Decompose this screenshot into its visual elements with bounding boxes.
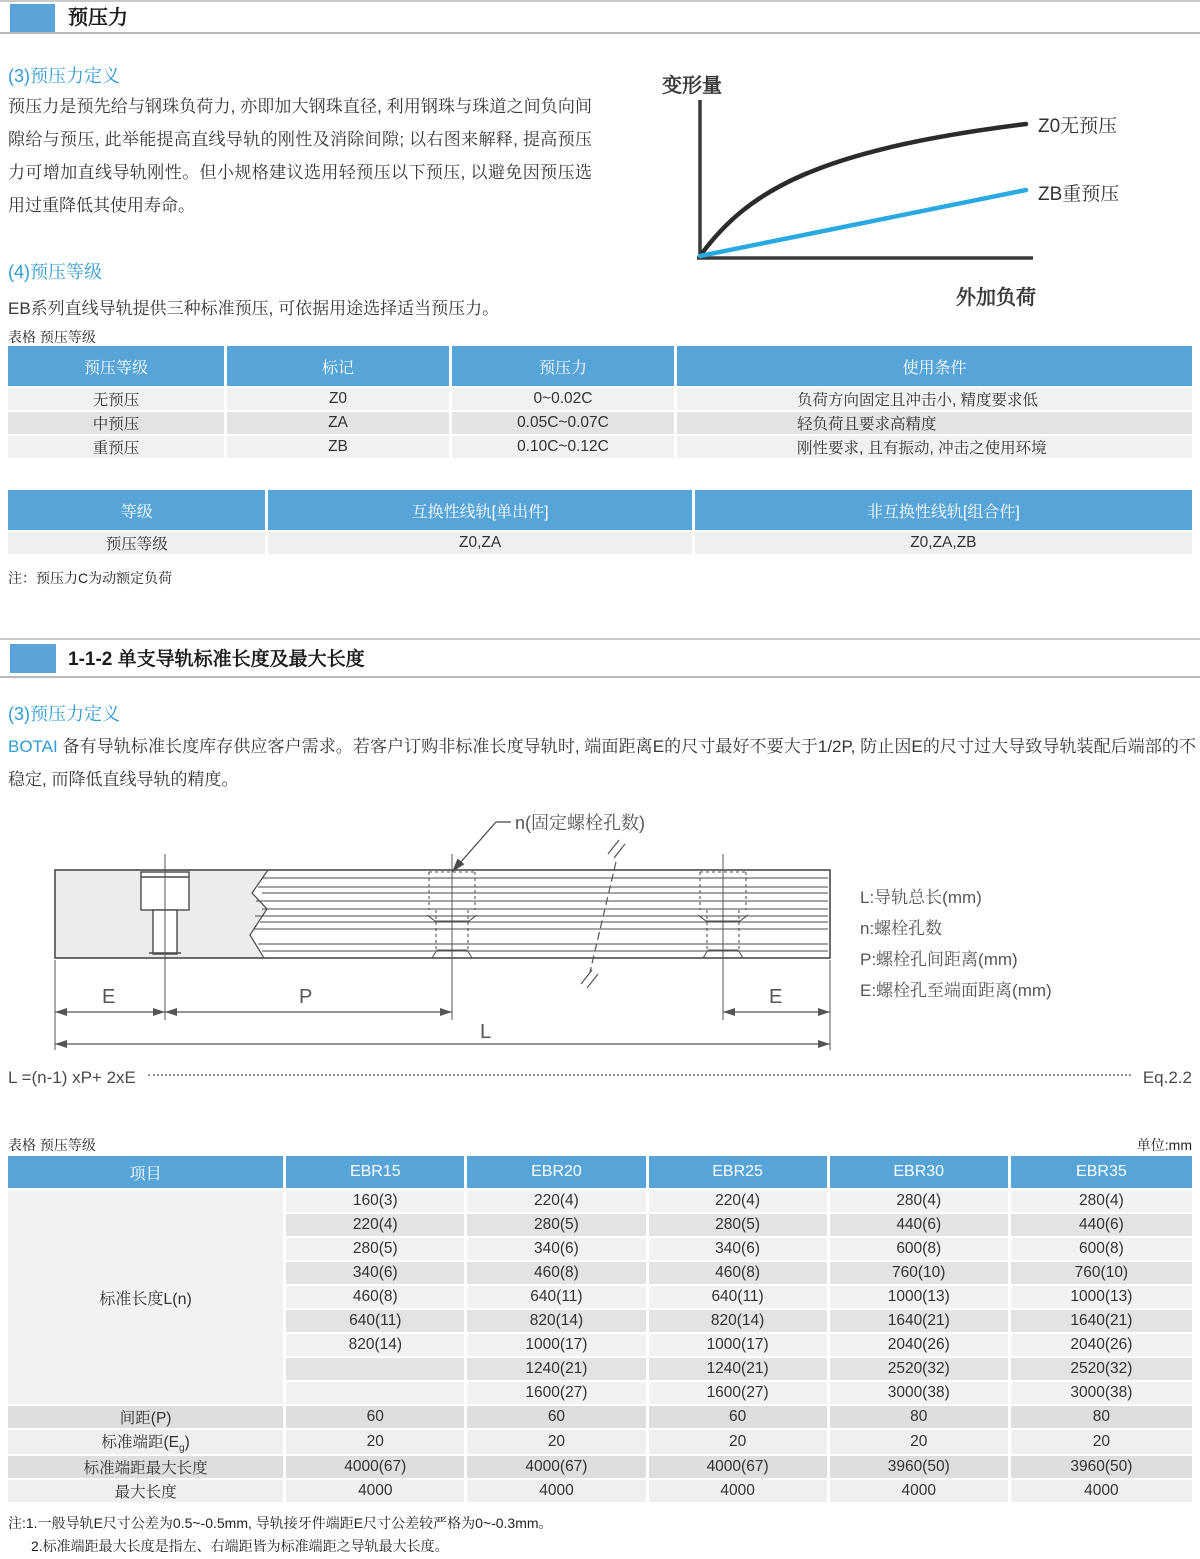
cell: 20 [1011,1430,1192,1456]
cell: 3960(50) [1011,1456,1192,1480]
blue-accent-box [10,644,56,673]
standard-length-table [8,1156,1192,1504]
row-label-cell [8,1430,286,1456]
cell: 460(8) [286,1286,467,1310]
cell: 280(4) [1011,1190,1192,1214]
legend-item: P:螺栓孔间距离(mm) [860,950,1018,969]
cell: 4000 [467,1480,648,1504]
cell: 1000(13) [830,1286,1011,1310]
equation-number: Eq.2.2 [1142,1068,1192,1087]
paragraph-preload-definition: 预压力是预先给与钢珠负荷力, 亦即加大钢珠直径, 利用钢珠与珠道之间负向间隙给与预压, 此举能提高直线导轨的刚性及消除间隙; 以右图来解释, 提高预压力可增加直线导轨刚性。但小规格建议选用轻预压以下预压, 以避免因预压选用过重降低其使用寿命。 [8,97,592,215]
cell: 60 [467,1406,648,1430]
cell: 1000(17) [649,1334,830,1358]
cell: 160(3) [286,1190,467,1214]
header-cell: EBR25 [649,1156,830,1190]
formula-text: L =(n-1) xP+ 2xE [8,1068,136,1087]
table-row [8,1480,1192,1504]
cell: 340(6) [649,1238,830,1262]
cell: 600(8) [830,1238,1011,1262]
table-row [8,1430,1192,1456]
header-cell: 使用条件 [677,346,1192,388]
drawing-legend [860,882,1052,1006]
dimension-e-right [723,986,830,1016]
cell: 820(14) [649,1310,830,1334]
cell: 3000(38) [830,1382,1011,1406]
footnotes [8,1512,553,1558]
subheading-rail-definition: (3)预压力定义 [8,704,120,724]
cell: 4000 [1011,1480,1192,1504]
label-part: 标准端距(E [101,1434,179,1451]
cell: 3000(38) [1011,1382,1192,1406]
cell: 640(11) [286,1310,467,1334]
header-cell: EBR15 [286,1156,467,1190]
cell: 无预压 [8,388,227,412]
cell: 20 [467,1430,648,1456]
header-cell: EBR20 [467,1156,648,1190]
paragraph-text: 备有导轨标准长度库存供应客户需求。若客户订购非标准长度导轨时, 端面距离E的尺寸最好不要大于1/2P, 防止因E的尺寸过大导致导轨装配后端部的不稳定, 而降低直线导轨的精度。 [8,737,1196,789]
cell: 220(4) [467,1190,648,1214]
cell: 3960(50) [830,1456,1011,1480]
preload-grade-table [8,346,1192,460]
row-label-cell: 间距(P) [8,1406,286,1430]
cell: 600(8) [1011,1238,1192,1262]
label-part: ) [184,1434,190,1451]
legend-item: L:导轨总长(mm) [860,888,982,907]
cell: 2520(32) [1011,1358,1192,1382]
cell: 4000 [830,1480,1011,1504]
cell: 460(8) [467,1262,648,1286]
cell: ZB [227,436,452,460]
interchangeability-table [8,490,1192,556]
cell: Z0 [227,388,452,412]
cell: 1600(27) [649,1382,830,1406]
section-title: 预压力 [68,7,128,29]
table-footnote: 注：预压力C为动额定负荷 [8,570,173,586]
header-cell: 非互换性线轨[组合件] [695,490,1192,532]
cell: 1000(17) [467,1334,648,1358]
cell: 440(6) [830,1214,1011,1238]
table-header-row [8,1156,1192,1190]
dim-label-p: P [299,986,313,1008]
cell: 20 [286,1430,467,1456]
cell: 4000(67) [649,1456,830,1480]
subheading-preload-grades: (4)预压等级 [8,262,102,282]
dimension-e-left [55,986,165,1016]
cell: 2040(26) [1011,1334,1192,1358]
header-cell: 项目 [8,1156,286,1190]
cell: 4000(67) [467,1456,648,1480]
header-cell: 预压力 [452,346,677,388]
cell: 1640(21) [830,1310,1011,1334]
cell: 20 [830,1430,1011,1456]
cell: 1640(21) [1011,1310,1192,1334]
bolt-hole-hidden-2 [698,854,748,1020]
rail-profile-lines [254,878,828,951]
table-row [8,412,1192,436]
bolt-hole-hidden-1 [427,854,477,1020]
cell: 0~0.02C [452,388,677,412]
cell: 80 [1011,1406,1192,1430]
cell: 760(10) [830,1262,1011,1286]
cell: 220(4) [286,1214,467,1238]
table-header-row [8,346,1192,388]
cell: 轻负荷且要求高精度 [677,412,1192,436]
section-title: 1-1-2 单支导轨标准长度及最大长度 [68,649,365,670]
table-row [8,1406,1192,1430]
header-cell: 标记 [227,346,452,388]
table-row [8,436,1192,460]
section-header-rail-length [0,638,1200,678]
dotted-leader [148,1074,1131,1076]
header-cell: EBR35 [1011,1156,1192,1190]
stiffness-chart [648,62,1193,317]
cell: 1240(21) [467,1358,648,1382]
cell: 1600(27) [467,1382,648,1406]
table-row [8,1190,1192,1214]
cell: 2040(26) [830,1334,1011,1358]
footnote-line: 注:1.一般导轨E尺寸公差为0.5~-0.5mm, 导轨接牙件端距E尺寸公差较严格为0~-0.3mm。 [8,1515,553,1531]
blue-accent-box [10,4,55,32]
cell: 640(11) [467,1286,648,1310]
unit-label: 单位:mm [1136,1137,1192,1153]
cell [286,1382,467,1406]
line-zb-heavy-preload [700,190,1026,256]
dim-label-e: E [769,986,783,1008]
cell [286,1358,467,1382]
cell: 280(5) [649,1214,830,1238]
row-label-cell: 最大长度 [8,1480,286,1504]
table-row [8,1456,1192,1480]
dim-label-e: E [102,986,116,1008]
cell: 1240(21) [649,1358,830,1382]
series-label-zb: ZB重预压 [1038,184,1120,205]
cell: 负荷方向固定且冲击小, 精度要求低 [677,388,1192,412]
chart-x-axis-label: 外加负荷 [956,287,1036,309]
cell: Z0,ZA [268,532,694,556]
header-cell: 等级 [8,490,268,532]
table-row [8,388,1192,412]
cell: 刚性要求, 且有振动, 冲击之使用环境 [677,436,1192,460]
cell: 20 [649,1430,830,1456]
cell: 820(14) [467,1310,648,1334]
extension-lines [55,960,830,1050]
cell: 0.05C~0.07C [452,412,677,436]
cell: 280(5) [286,1238,467,1262]
cell: ZA [227,412,452,436]
row-label-cell: 标准端距最大长度 [8,1456,286,1480]
cell: 640(11) [649,1286,830,1310]
cell: 460(8) [649,1262,830,1286]
curve-z0-no-preload [700,124,1026,256]
cell: 280(5) [467,1214,648,1238]
header-cell: 互换性线轨[单出件] [268,490,694,532]
formula-row [8,1068,1192,1088]
label-subscript: g [179,1443,185,1455]
header-cell: EBR30 [830,1156,1011,1190]
dimension-l [55,1021,830,1048]
cell: 中预压 [8,412,227,436]
legend-item: n:螺栓孔数 [860,919,943,938]
cell: 340(6) [467,1238,648,1262]
cell: 280(4) [830,1190,1011,1214]
cell: 220(4) [649,1190,830,1214]
series-label-z0: Z0无预压 [1038,116,1118,137]
cell: 1000(13) [1011,1286,1192,1310]
cell: 80 [830,1406,1011,1430]
cell: 重预压 [8,436,227,460]
section-header-preload [0,0,1200,34]
merged-item-cell: 标准长度L(n) [8,1190,286,1406]
dimension-p [165,986,452,1016]
table-caption: 表格 预压等级 [8,1137,96,1153]
cell: 预压等级 [8,532,268,556]
table-row [8,532,1192,556]
cell: 4000 [649,1480,830,1504]
chart-y-axis-label: 变形量 [662,75,722,97]
dim-label-l: L [480,1021,492,1043]
cell: 4000 [286,1480,467,1504]
cell: 820(14) [286,1334,467,1358]
cell: 340(6) [286,1262,467,1286]
cell: Z0,ZA,ZB [695,532,1192,556]
header-cell: 预压等级 [8,346,227,388]
table-header-row [8,490,1192,532]
footnote-line: 2.标准端距最大长度是指左、右端距皆为标准端距之导轨最大长度。 [31,1538,449,1554]
legend-item: E:螺栓孔至端面距离(mm) [860,981,1052,1000]
subheading-preload-definition: (3)预压力定义 [8,66,120,86]
callout-label: n(固定螺栓孔数) [515,813,645,833]
cell: 60 [649,1406,830,1430]
paragraph-rail-length [8,730,1196,796]
paragraph-preload-grades: EB系列直线导轨提供三种标准预压, 可依据用途选择适当预压力。 [8,299,500,318]
cell: 60 [286,1406,467,1430]
cell: 0.10C~0.12C [452,436,677,460]
cell: 760(10) [1011,1262,1192,1286]
break-line [581,840,625,988]
table-caption: 表格 预压等级 [8,329,96,345]
cell: 2520(32) [830,1358,1011,1382]
cell: 440(6) [1011,1214,1192,1238]
brand-name: BOTAI [8,737,58,756]
cell: 4000(67) [286,1456,467,1480]
